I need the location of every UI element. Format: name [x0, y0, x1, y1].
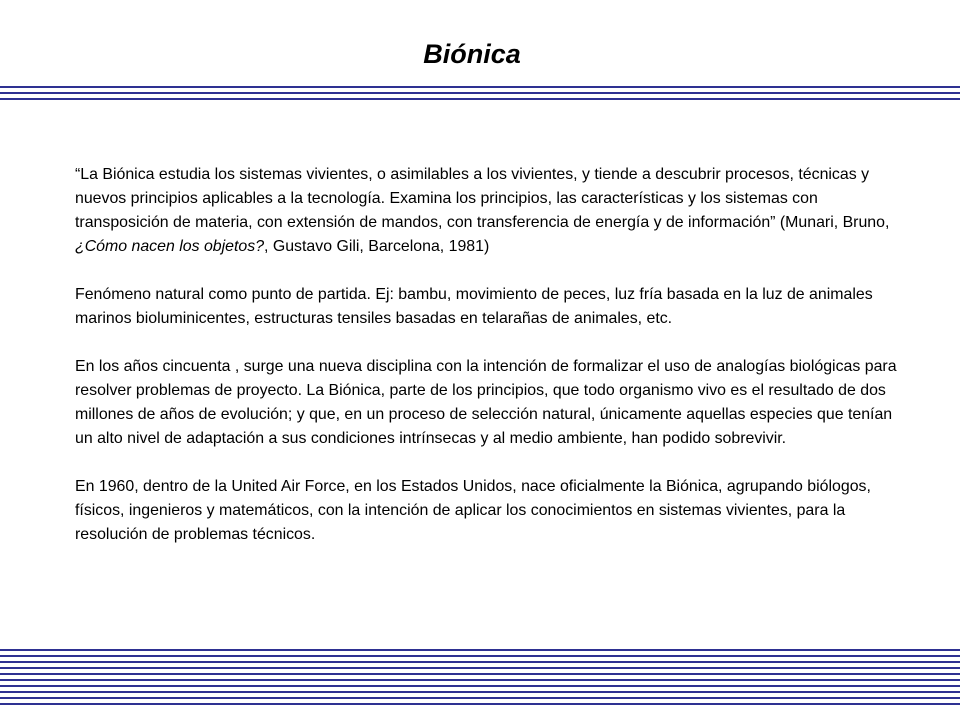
slide-title: Biónica: [423, 39, 521, 69]
paragraph-1960-origin: En 1960, dentro de la United Air Force, en los Estados Unidos, nace oficialmente la Biónica, agrupando biólogos, físicos, ingenieros y matemáticos, con la intención de aplicar los conocimientos en sistemas vivientes, para la resolución de problemas técnicos.: [75, 478, 871, 543]
paragraph-munari-quote: [75, 163, 901, 259]
paragraph-natural-phenomenon: Fenómeno natural como punto de partida. Ej: bambu, movimiento de peces, luz fría basada en la luz de animales marinos bioluminicentes, estructuras tensiles basadas en telarañas de animales, etc.: [75, 286, 873, 327]
book-title: ¿Cómo nacen los objetos?: [75, 238, 265, 255]
quote-text: “La Biónica estudia los sistemas vivientes, o asimilables a los vivientes, y tiende a descubrir procesos, técnicas y nuevos principios aplicables a la tecnología. Examina los principios, las características y los sistemas con transposición de materia, con extensión de mandos, con transferencia de energía y de información” (Munari, Bruno,: [75, 166, 890, 231]
bottom-stripe-decoration: [0, 649, 960, 706]
top-stripe-divider: [0, 86, 960, 104]
paragraph-fifties-discipline: En los años cincuenta , surge una nueva disciplina con la intención de formalizar el uso de analogías biológicas para resolver problemas de proyecto. La Biónica, parte de los principios, que todo organismo vivo es el resultado de dos millones de años de evolución; y que, en un proceso de selección natural, únicamente aquellas especies que tenían un alto nivel de adaptación a sus condiciones intrínsecas y al medio ambiente, han podido sobrevivir.: [75, 358, 897, 447]
citation-details: , Gustavo Gili, Barcelona, 1981): [264, 238, 490, 255]
slide-body: [75, 163, 901, 571]
